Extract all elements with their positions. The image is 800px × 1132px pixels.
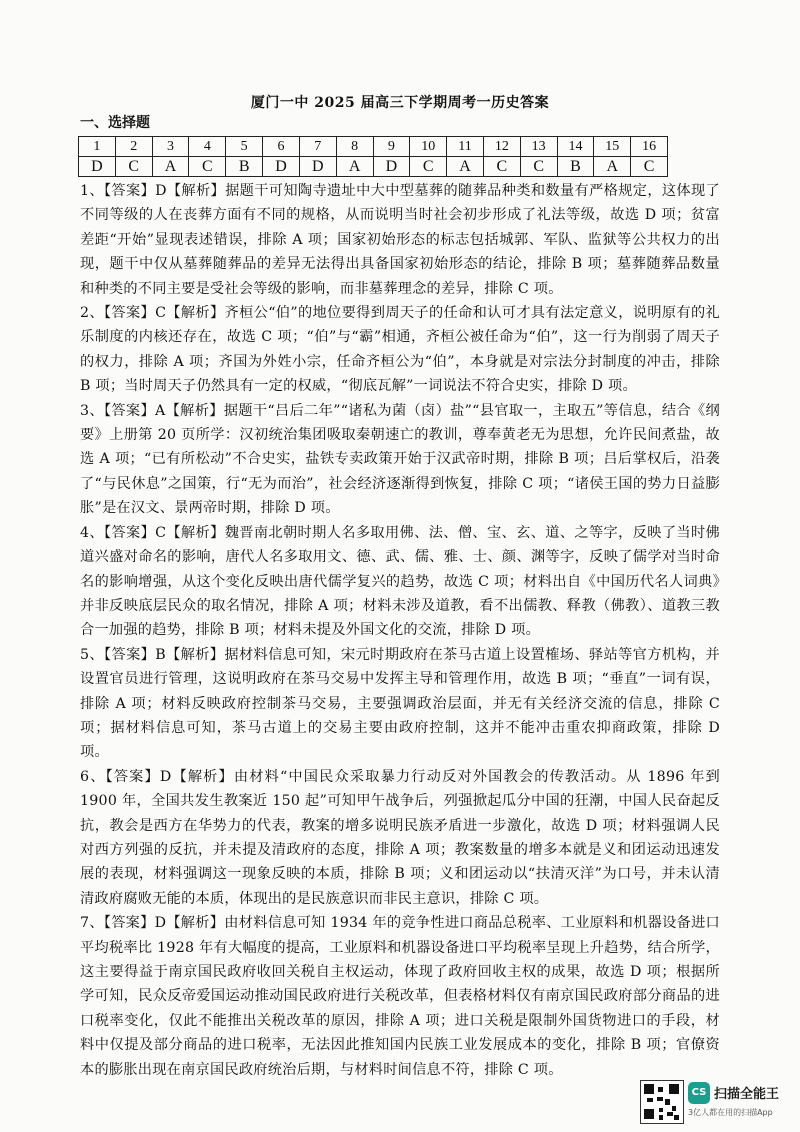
question-number-cell: 8 — [336, 137, 373, 157]
answer-cell: B — [226, 157, 263, 177]
question-number-cell: 15 — [594, 137, 631, 157]
explanation-2: 2、【答案】C【解析】齐桓公“伯”的地位要得到周天子的任命和认可才具有法定意义，说明原有的礼乐制度的内核还存在，故选 C 项；“伯”与“霸”相通，齐桓公被任命为“伯”，这一行为削弱了周天子的权力，排除 A 项；齐国为外姓小宗，任命齐桓公为“伯”，本身就是对宗法分封制度的冲击，排除 B 项；当时周天子仍然具有一定的权威，“彻底瓦解”一词说法不符合史实，排除 D 项。 — [80, 305, 720, 395]
answer-cell: C — [520, 157, 557, 177]
answer-row — [79, 157, 668, 177]
brand-tagline: 3亿人都在用的扫描App — [688, 1108, 773, 1117]
explanations — [80, 179, 720, 1082]
explanation-7: 7、【答案】D【解析】由材料信息可知 1934 年的竞争性进口商品总税率、工业原料和机器设备进口平均税率比 1928 年有大幅度的提高，工业原料和机器设备进口平均税率呈现上升趋势，结合所学，这主要得益于南京国民政府收回关税自主权运动，体现了政府回收主权的成果，故选 D 项；根据所学可知，民众反帝爱国运动推动国民政府进行关税改革，但表格材料仅有南京国民政府部分商品的进口税率变化，仅此不能推出关税改革的原因，排除 A 项；进口关税是限制外国货物进口的手段，材料中仅提及部分商品的进口税率，无法因此推知国内民族工业发展成本的变化，排除 B 项；官僚资本的膨胀出现在南京国民政府统治后期，与材料时间信息不符，排除 C 项。 — [80, 915, 720, 1078]
answer-cell: A — [152, 157, 189, 177]
qr-code-icon — [640, 1080, 684, 1124]
question-number-cell: 3 — [152, 137, 189, 157]
question-number-cell: 11 — [447, 137, 484, 157]
question-number-cell: 6 — [263, 137, 300, 157]
section-heading: 一、选择题 — [80, 115, 150, 131]
answer-cell: A — [447, 157, 484, 177]
explanation-6: 6、【答案】D【解析】由材料“中国民众采取暴力行动反对外国教会的传教活动。从 1896 年到 1900 年，全国共发生教案近 150 起”可知甲午战争后，列强掀起瓜分中国的狂潮，中国人民奋起反抗，教会是西方在华势力的代表，教案的增多说明民族矛盾进一步激化，故选 D 项；材料强调人民对西方列强的反抗，并未提及清政府的态度，排除 A 项；教案数量的增多本就是义和团运动迅速发展的表现，材料强调这一现象反映的本质，排除 B 项；义和团运动以“扶清灭洋”为口号，并未认清清政府腐败无能的本质，体现出的是民族意识而非民主意识，排除 C 项。 — [80, 768, 720, 907]
question-number-row — [79, 137, 668, 157]
scanner-watermark — [640, 1080, 790, 1124]
answer-cell: D — [263, 157, 300, 177]
answer-cell: C — [115, 157, 152, 177]
question-number-cell: 10 — [410, 137, 447, 157]
question-number-cell: 4 — [189, 137, 226, 157]
answer-cell: A — [336, 157, 373, 177]
answer-cell: C — [410, 157, 447, 177]
explanation-3: 3、【答案】A【解析】据题干“吕后二年”“诸私为菌（卤）盐”“县官取一，主取五”等信息，结合《纲要》上册第 20 页所学：汉初统治集团吸取秦朝速亡的教训，尊奉黄老无为思想，允许民间煮盐，故选 A 项；“已有所松动”不合史实，盐铁专卖政策开始于汉武帝时期，排除 B 项；吕后掌权后，沿袭了“与民休息”之国策，行“无为而治”，社会经济逐渐得到恢复，排除 C 项；“诸侯王国的势力日益膨胀”是在汉文、景两帝时期，排除 D 项。 — [80, 402, 720, 517]
brand-name: 扫描全能王 — [714, 1087, 780, 1102]
question-number-cell: 14 — [557, 137, 594, 157]
question-number-cell: 5 — [226, 137, 263, 157]
question-number-cell: 7 — [299, 137, 336, 157]
question-number-cell: 1 — [79, 137, 116, 157]
answer-cell: D — [299, 157, 336, 177]
question-number-cell: 2 — [115, 137, 152, 157]
answer-cell: C — [483, 157, 520, 177]
question-number-cell: 16 — [631, 137, 668, 157]
answer-cell: B — [557, 157, 594, 177]
answer-cell: C — [631, 157, 668, 177]
explanation-1: 1、【答案】D【解析】据题干可知陶寺遗址中大中型墓葬的随葬品种类和数量有严格规定，这体现了不同等级的人在丧葬方面有不同的规格，从而说明当时社会初步形成了礼法等级，故选 D 项；贫富差距“开始”显现表述错误，排除 A 项；国家初始形态的标志包括城郭、军队、监狱等公共权力的出现，题干中仅从墓葬随葬品的差异无法得出具备国家初始形态的结论，排除 B 项；墓葬随葬品数量和种类的不同主要是受社会等级的影响，而非墓葬理念的差异，排除 C 项。 — [80, 183, 720, 297]
explanation-5: 5、【答案】B【解析】据材料信息可知，宋元时期政府在茶马古道上设置榷场、驿站等官方机构，并设置官员进行管理，这说明政府在茶马交易中发挥主导和管理作用，故选 B 项；“垂直”一词有误，排除 A 项；材料反映政府控制茶马交易，主要强调政治层面，并无有关经济交流的信息，排除 C 项；据材料信息可知，茶马古道上的交易主要由政府控制，这并不能冲击重农抑商政策，排除 D 项。 — [80, 646, 720, 761]
question-number-cell: 12 — [483, 137, 520, 157]
question-number-cell: 13 — [520, 137, 557, 157]
camscanner-logo: CS — [688, 1082, 710, 1104]
answer-cell: D — [79, 157, 116, 177]
answer-cell: A — [594, 157, 631, 177]
answer-cell: D — [373, 157, 410, 177]
explanation-4: 4、【答案】C【解析】魏晋南北朝时期人名多取用佛、法、僧、宝、玄、道、之等字，反映了当时佛道兴盛对命名的影响，唐代人名多取用文、德、武、儒、雅、士、颜、渊等字，反映了儒学对当时命名的影响增强，从这个变化反映出唐代儒学复兴的趋势，故选 C 项；材料出自《中国历代名人词典》并非反映底层民众的取名情况，排除 A 项；材料未涉及道教，看不出儒教、释教（佛教）、道教三教合一加强的趋势，排除 B 项；材料未提及外国文化的交流，排除 D 项。 — [80, 524, 720, 639]
question-number-cell: 9 — [373, 137, 410, 157]
answer-table — [78, 136, 668, 177]
answer-cell: C — [189, 157, 226, 177]
document-title: 厦门一中 2025 届高三下学期周考一历史答案 — [250, 95, 550, 111]
